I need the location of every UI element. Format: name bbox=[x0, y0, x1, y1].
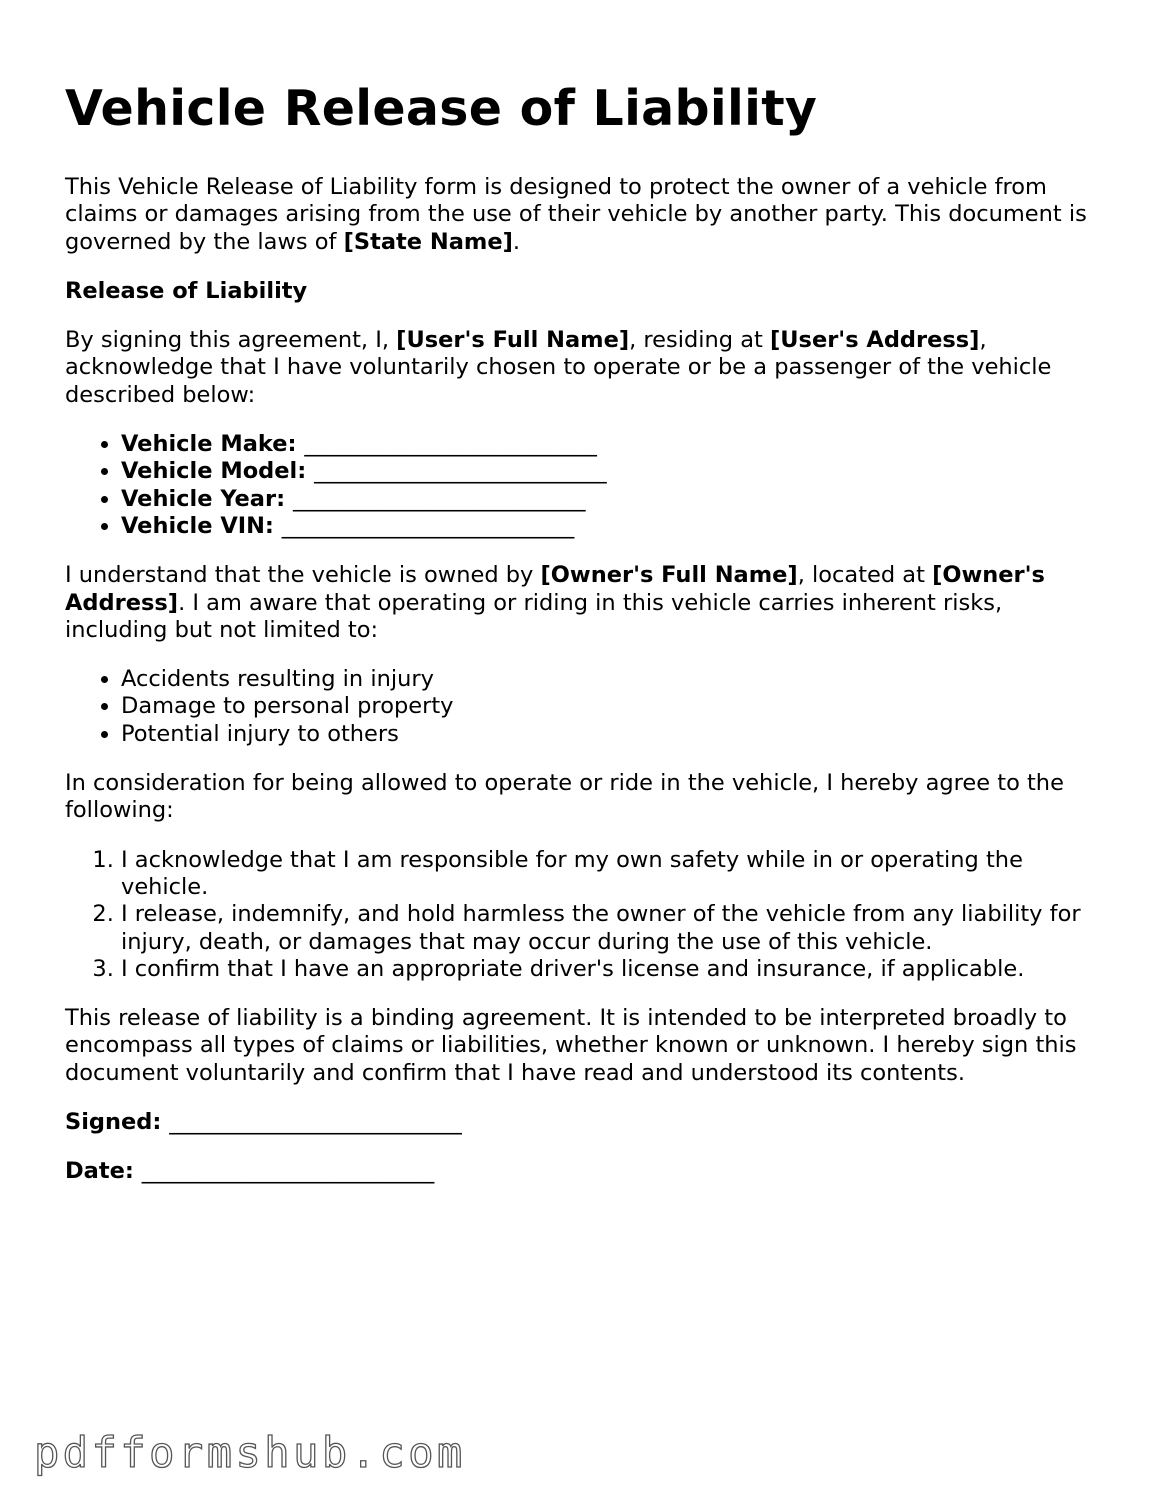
list-item: 2. I release, indemnify, and hold harmless the owner of the vehicle from any liability for injury, death, or damages that may occur during the use of this vehicle. bbox=[121, 901, 1110, 956]
date-label: Date: bbox=[65, 1158, 134, 1185]
date-field[interactable]: __________________________ bbox=[141, 1158, 435, 1185]
watermark-text: pdfformshub.com bbox=[34, 1428, 466, 1477]
vehicle-year-field[interactable]: __________________________ bbox=[292, 485, 586, 512]
consideration-paragraph: In consideration for being allowed to operate or ride in the vehicle, I hereby agree to the following: bbox=[65, 770, 1064, 824]
ownership-text-3: . I am aware that operating or riding in this vehicle carries inherent risks, including but not limited to: bbox=[65, 589, 1003, 643]
state-placeholder: [State Name] bbox=[343, 228, 513, 255]
list-item: • Potential injury to others bbox=[121, 721, 1110, 748]
closing-paragraph: This release of liability is a binding agreement. It is intended to be interpreted broadly to encompass all types of claims or liabilities, whether known or unknown. I hereby sign this document voluntarily and confirm that I have read and understood its contents. bbox=[65, 1005, 1077, 1086]
agreements-list bbox=[65, 847, 1110, 983]
risks-list bbox=[65, 666, 1110, 748]
list-item bbox=[121, 431, 1110, 458]
vehicle-vin-label: Vehicle VIN: bbox=[121, 512, 274, 539]
agreement-paragraph bbox=[65, 327, 1110, 409]
list-item bbox=[121, 486, 1110, 513]
signature-field[interactable]: __________________________ bbox=[169, 1109, 462, 1136]
signed-label: Signed: bbox=[65, 1109, 162, 1136]
vehicle-make-label: Vehicle Make: bbox=[121, 431, 297, 458]
agreement-text-2: , residing at bbox=[629, 327, 770, 354]
intro-end: . bbox=[512, 228, 521, 255]
date-line bbox=[65, 1158, 1110, 1185]
vehicle-model-label: Vehicle Model: bbox=[121, 458, 307, 485]
vehicle-year-label: Vehicle Year: bbox=[121, 485, 286, 512]
signature-line bbox=[65, 1109, 1110, 1136]
release-heading: Release of Liability bbox=[65, 277, 308, 304]
intro-text: This Vehicle Release of Liability form is designed to protect the owner of a vehicle from claims or damages arising from the use of their vehicle by another party. This document is governed by the laws of bbox=[65, 174, 1087, 255]
owner-name-placeholder: [Owner's Full Name] bbox=[540, 562, 798, 589]
list-item: • Accidents resulting in injury bbox=[121, 666, 1110, 693]
agreement-text-3: , acknowledge that I have voluntarily chosen to operate or be a passenger of the vehicle described below: bbox=[65, 327, 1052, 408]
list-item bbox=[121, 458, 1110, 485]
list-item: • Damage to personal property bbox=[121, 693, 1110, 720]
agreement-text-1: By signing this agreement, I, bbox=[65, 327, 397, 354]
vehicle-fields-list bbox=[65, 431, 1110, 540]
list-item bbox=[121, 513, 1110, 540]
list-item: 1. I acknowledge that I am responsible for my own safety while in or operating the vehicle. bbox=[121, 847, 1110, 902]
vehicle-make-field[interactable]: __________________________ bbox=[304, 431, 597, 458]
intro-paragraph bbox=[65, 174, 1110, 256]
document-page bbox=[65, 78, 1110, 1208]
ownership-text-1: I understand that the vehicle is owned by bbox=[65, 562, 541, 589]
ownership-text-2: , located at bbox=[797, 562, 933, 589]
vehicle-vin-field[interactable]: __________________________ bbox=[281, 512, 575, 539]
owner-address-placeholder: [Owner's Address] bbox=[65, 562, 1045, 616]
user-address-placeholder: [User's Address] bbox=[770, 327, 980, 354]
ownership-paragraph bbox=[65, 562, 1110, 644]
vehicle-model-field[interactable]: __________________________ bbox=[314, 458, 607, 485]
user-name-placeholder: [User's Full Name] bbox=[396, 327, 630, 354]
list-item: 3. I confirm that I have an appropriate driver's license and insurance, if applicable. bbox=[121, 956, 1110, 983]
document-title: Vehicle Release of Liability bbox=[65, 80, 818, 137]
